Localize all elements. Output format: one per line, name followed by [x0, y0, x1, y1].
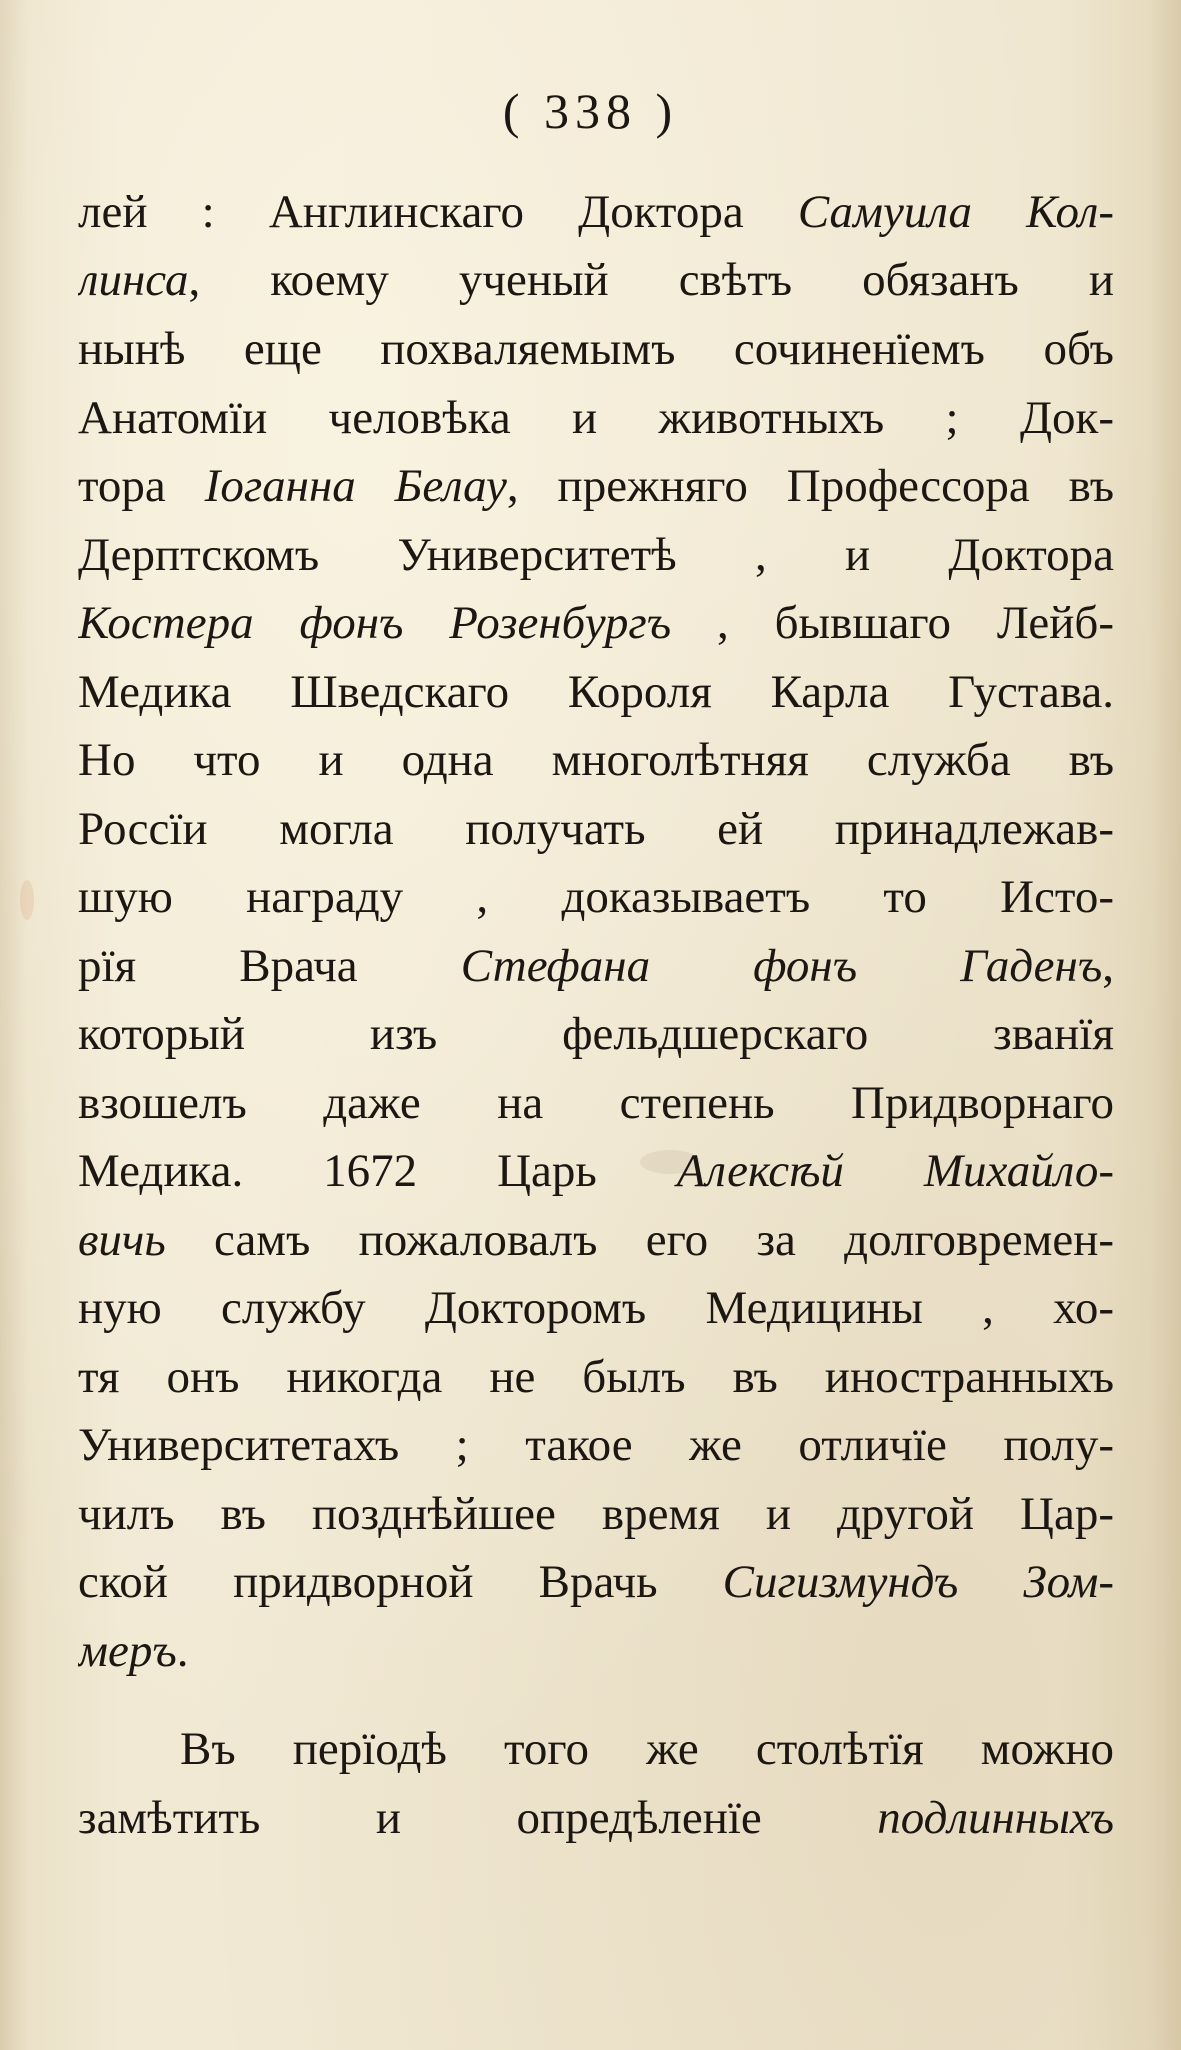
- line-text: чилъ въ позднѣйшее время и другой Цар-: [78, 1488, 1114, 1540]
- line-text: Дерптскомъ Университетѣ , и Доктора: [78, 529, 1114, 581]
- line-text: Медика Шведскаго Короля Карла Густава.: [78, 666, 1114, 718]
- italic-name-text: подлинныхъ: [877, 1792, 1114, 1844]
- line-text: который изъ фельдшерскаго званїя: [78, 1008, 1114, 1060]
- italic-name-text: линса: [78, 254, 189, 306]
- line-text: рїя Врача: [78, 940, 461, 992]
- text-line: [78, 583, 1114, 663]
- line-text: Университетахъ ; такое же отличїе полу-: [78, 1419, 1114, 1471]
- line-text: ,: [1102, 940, 1114, 992]
- line-text: взошелъ даже на степень Придворнаго: [78, 1077, 1114, 1129]
- text-line: [78, 309, 1114, 389]
- line-text: ской придворной Врачь: [78, 1556, 723, 1608]
- text-line: [78, 240, 1114, 320]
- line-text: , бывшаго Лейб-: [671, 597, 1114, 649]
- text-line: [78, 1131, 1114, 1211]
- paper-stain: [20, 880, 34, 920]
- page-number: ( 338 ): [502, 83, 679, 139]
- italic-name-text: вичь: [78, 1214, 166, 1266]
- text-line: [78, 1778, 1114, 1858]
- italic-name-text: Іоганна Белау: [204, 460, 507, 512]
- line-text: .: [176, 1625, 189, 1677]
- line-text: Въ перїодѣ того же столѣтїя можно: [180, 1723, 1114, 1775]
- line-text: нынѣ еще похваляемымъ сочиненїемъ объ: [78, 323, 1114, 375]
- italic-name-text: меръ: [78, 1625, 177, 1677]
- text-line: [78, 1268, 1114, 1348]
- italic-name-text: Алексѣй Михайло-: [676, 1145, 1114, 1197]
- text-line: [78, 1709, 1114, 1789]
- italic-name-text: Стефана фонъ Гаденъ: [460, 940, 1103, 992]
- text-line: [78, 857, 1114, 937]
- italic-name-text: Самуила Кол-: [797, 186, 1114, 238]
- line-text: тя онъ никогда не былъ въ иностранныхъ: [78, 1351, 1114, 1403]
- line-text: Медика. 1672 Царь: [78, 1145, 677, 1197]
- text-line: [78, 1542, 1114, 1622]
- line-text: самъ пожаловалъ его за долговремен-: [165, 1214, 1114, 1266]
- line-text: тора: [78, 460, 205, 512]
- line-text: ную службу Докторомъ Медицины , хо-: [78, 1282, 1114, 1334]
- text-line: [78, 446, 1114, 526]
- line-text: замѣтить и опредѣленїе: [78, 1792, 878, 1844]
- text-line: [78, 1611, 1114, 1691]
- line-text: , коему ученый свѣтъ обязанъ и: [188, 254, 1114, 306]
- text-line: [78, 720, 1114, 800]
- italic-name-text: Сигизмундъ Зом-: [722, 1556, 1114, 1608]
- line-text: лей : Англинскаго Доктора: [78, 186, 798, 238]
- italic-name-text: Костера фонъ Розенбургъ: [78, 597, 672, 649]
- line-text: Анатомїи человѣка и животныхъ ; Док-: [78, 392, 1114, 444]
- line-text: шую награду , доказываетъ то Исто-: [78, 871, 1114, 923]
- text-line: [78, 1405, 1114, 1485]
- text-line: [78, 994, 1114, 1074]
- line-text: Но что и одна многолѣтняя служба въ: [78, 734, 1114, 786]
- line-text: , прежняго Профессора въ: [506, 460, 1114, 512]
- line-text: Россїи могла получать ей принадлежав-: [78, 803, 1114, 855]
